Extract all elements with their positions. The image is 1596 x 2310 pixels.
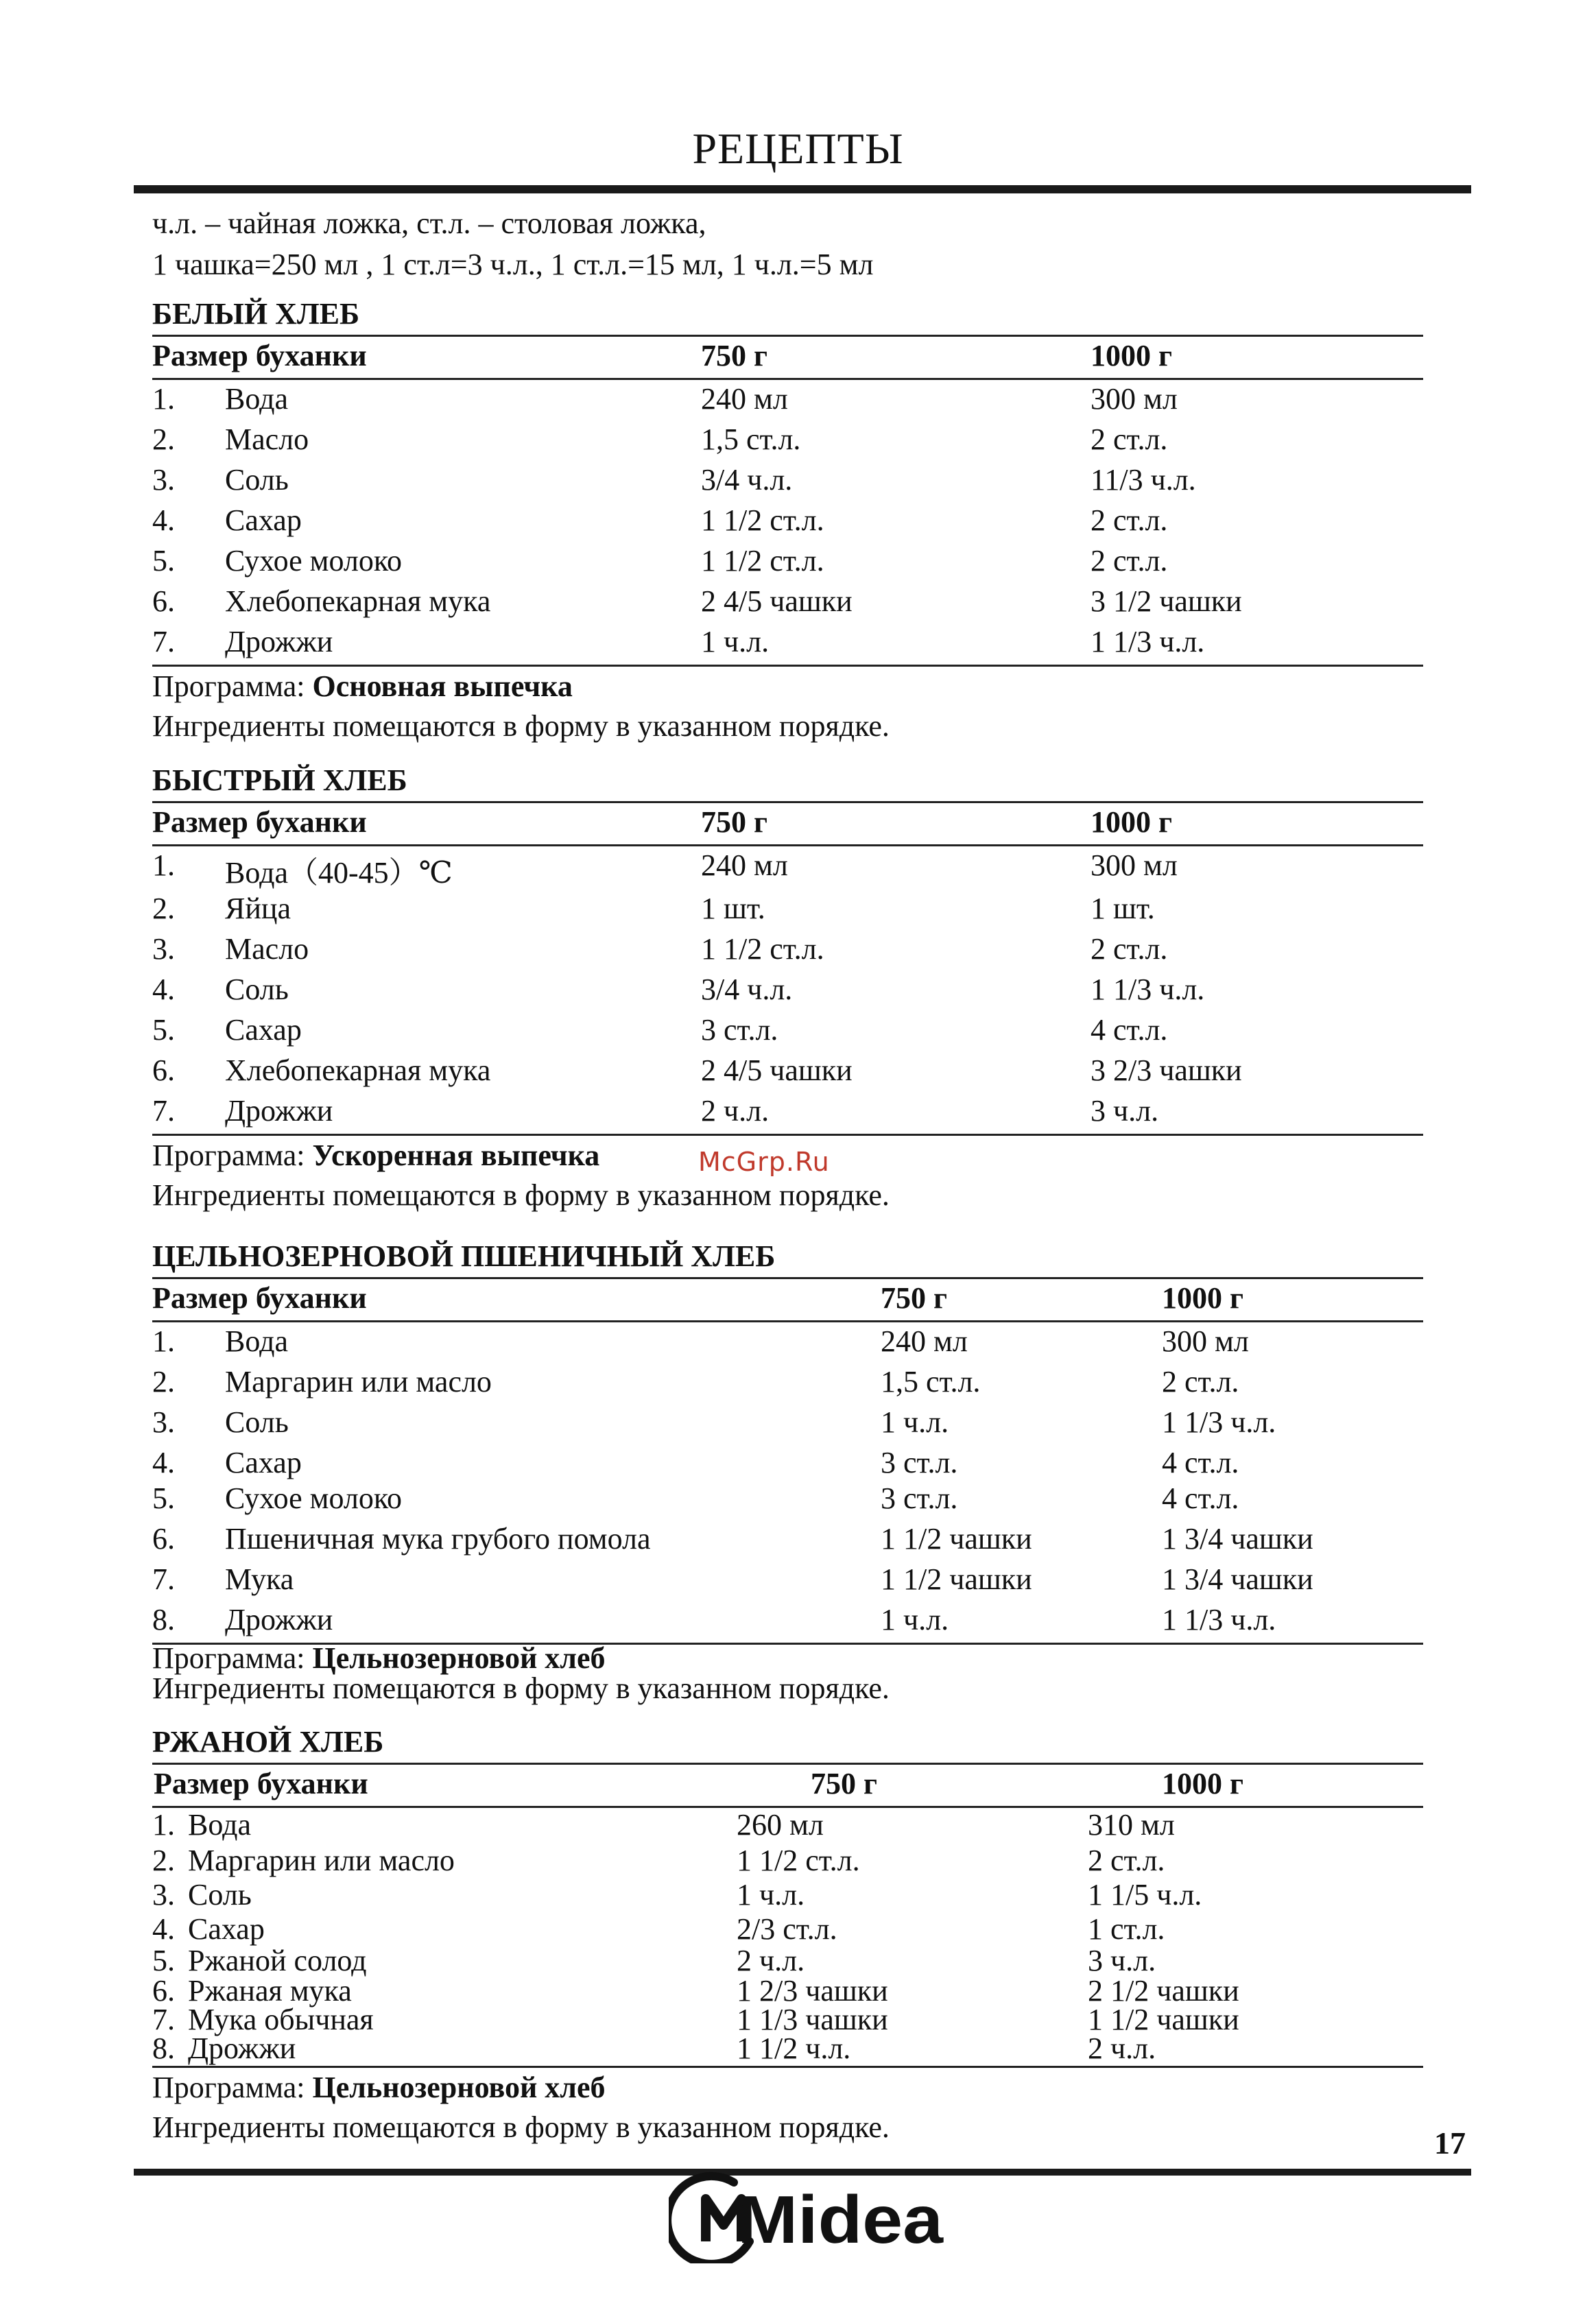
amount-1000: 1 3/4 чашки	[1162, 1562, 1313, 1596]
amount-750: 1 ч.л.	[737, 1878, 805, 1912]
table-row	[152, 1879, 1423, 1914]
amount-750: 3/4 ч.л.	[701, 463, 793, 497]
row-number: 7.	[152, 1562, 175, 1596]
row-number: 4.	[152, 973, 175, 1006]
row-number: 3.	[152, 463, 175, 497]
row-number: 4.	[152, 1446, 175, 1479]
table-row	[152, 1405, 1423, 1445]
amount-1000: 11/3 ч.л.	[1091, 463, 1196, 497]
ingredient-name: Соль	[225, 973, 289, 1006]
row-number: 3.	[152, 932, 175, 966]
row-number: 6.	[152, 584, 175, 618]
row-number: 6.	[152, 1053, 175, 1087]
row-number: 6.	[152, 1522, 175, 1556]
amount-750: 1,5 ст.л.	[701, 422, 801, 456]
section-white-bread	[152, 294, 1423, 746]
row-number: 5.	[152, 1944, 175, 1977]
table-row	[152, 422, 1423, 462]
amount-1000: 2 ст.л.	[1088, 1844, 1165, 1877]
amount-750: 1 1/2 ст.л.	[701, 503, 824, 537]
amount-1000: 1 1/3 ч.л.	[1162, 1405, 1276, 1439]
ingredient-name: Пшеничная мука грубого помола	[225, 1522, 651, 1556]
row-number: 1.	[152, 382, 175, 416]
table-row	[152, 891, 1423, 931]
amount-1000: 300 мл	[1091, 848, 1178, 882]
amount-1000: 2 ст.л.	[1091, 932, 1168, 966]
amount-1000: 1 1/3 ч.л.	[1162, 1603, 1276, 1636]
row-number: 5.	[152, 1013, 175, 1047]
header-size: Размер буханки	[152, 1281, 367, 1315]
amount-1000: 1 3/4 чашки	[1162, 1522, 1313, 1556]
order-note: Ингредиенты помещаются в форму в указанном порядке.	[152, 1671, 890, 1705]
amount-1000: 1 ст.л.	[1088, 1912, 1165, 1946]
ingredient-name: Сахар	[225, 1446, 302, 1479]
table-row	[152, 1809, 1423, 1845]
ingredient-name: Ржаная мука	[188, 1974, 352, 2008]
units-line-1: ч.л. – чайная ложка, ст.л. – столовая ложка,	[152, 206, 706, 240]
amount-750: 1 2/3 чашки	[737, 1974, 888, 2008]
header-1000: 1000 г	[1091, 805, 1172, 839]
table-row	[152, 503, 1423, 543]
header-1000: 1000 г	[1162, 1281, 1243, 1315]
ingredient-list	[152, 846, 1423, 1136]
header-1000: 1000 г	[1162, 1767, 1243, 1800]
table-header	[152, 1763, 1423, 1808]
ingredient-name: Маргарин или масло	[188, 1844, 455, 1877]
amount-1000: 2 ст.л.	[1091, 503, 1168, 537]
program-line	[152, 2068, 1423, 2108]
table-row	[152, 1093, 1423, 1134]
table-row	[152, 1445, 1423, 1481]
amount-1000: 3 1/2 чашки	[1091, 584, 1242, 618]
amount-750: 260 мл	[737, 1808, 824, 1842]
amount-750: 3 ст.л.	[701, 1013, 778, 1047]
row-number: 5.	[152, 1481, 175, 1515]
order-note: Ингредиенты помещаются в форму в указанном порядке.	[152, 709, 890, 743]
watermark: McGrp.Ru	[698, 1147, 830, 1177]
top-rule	[134, 185, 1471, 193]
table-row	[152, 1012, 1423, 1053]
amount-750: 1 1/2 ст.л.	[701, 932, 824, 966]
amount-1000: 3 2/3 чашки	[1091, 1053, 1242, 1087]
amount-1000: 310 мл	[1088, 1808, 1175, 1842]
table-row	[152, 1945, 1423, 1975]
ingredient-name: Сахар	[188, 1912, 265, 1946]
section-title: БЫСТРЫЙ ХЛЕБ	[152, 763, 407, 797]
ingredient-name: Сахар	[225, 503, 302, 537]
amount-1000: 3 ч.л.	[1088, 1944, 1156, 1977]
header-size: Размер буханки	[152, 805, 367, 839]
ingredient-name: Мука обычная	[188, 2003, 374, 2036]
units-line-2: 1 чашка=250 мл , 1 ст.л=3 ч.л., 1 ст.л.=15 мл, 1 ч.л.=5 мл	[152, 248, 874, 281]
ingredient-name: Сухое молоко	[225, 544, 403, 578]
table-row	[152, 462, 1423, 503]
row-number: 1.	[152, 1808, 175, 1842]
amount-1000: 1 1/5 ч.л.	[1088, 1878, 1202, 1912]
amount-1000: 3 ч.л.	[1091, 1094, 1159, 1128]
ingredient-name: Дрожжи	[188, 2032, 296, 2065]
table-row	[152, 1602, 1423, 1643]
row-number: 1.	[152, 1324, 175, 1358]
amount-750: 1 1/3 чашки	[737, 2003, 888, 2036]
program-label: Программа:	[152, 1139, 313, 1172]
amount-750: 240 мл	[881, 1324, 968, 1358]
table-row	[152, 584, 1423, 624]
ingredient-name: Масло	[225, 932, 309, 966]
row-number: 3.	[152, 1878, 175, 1912]
ingredient-name: Соль	[188, 1878, 252, 1912]
ingredient-name: Ржаной солод	[188, 1944, 367, 1977]
order-note: Ингредиенты помещаются в форму в указанном порядке.	[152, 2110, 890, 2144]
program-line	[152, 667, 1423, 706]
amount-750: 2 ч.л.	[737, 1944, 805, 1977]
row-number: 2.	[152, 1844, 175, 1877]
table-header	[152, 1277, 1423, 1322]
header-750: 750 г	[811, 1767, 877, 1800]
ingredient-name: Сухое молоко	[225, 1481, 403, 1515]
row-number: 3.	[152, 1405, 175, 1439]
row-number: 7.	[152, 2003, 175, 2036]
amount-750: 3 ст.л.	[881, 1481, 958, 1515]
row-number: 7.	[152, 1094, 175, 1128]
section-title: ЦЕЛЬНОЗЕРНОВОЙ ПШЕНИЧНЫЙ ХЛЕБ	[152, 1239, 776, 1273]
table-row	[152, 2003, 1423, 2036]
amount-750: 1 ч.л.	[881, 1603, 949, 1636]
amount-1000: 2 ст.л.	[1091, 422, 1168, 456]
program-line	[152, 1641, 1423, 1675]
amount-750: 2 ч.л.	[701, 1094, 770, 1128]
amount-750: 2 4/5 чашки	[701, 584, 853, 618]
units-legend	[152, 203, 873, 285]
table-row	[152, 1364, 1423, 1405]
header-size: Размер буханки	[152, 339, 367, 372]
table-row	[152, 972, 1423, 1012]
section-rye-bread	[152, 1722, 1423, 2147]
header-750: 750 г	[701, 805, 767, 839]
ingredient-name: Мука	[225, 1562, 294, 1596]
row-number: 5.	[152, 544, 175, 578]
amount-1000: 2 ст.л.	[1162, 1365, 1239, 1398]
amount-750: 1 1/2 чашки	[881, 1522, 1032, 1556]
program-label: Программа:	[152, 1641, 313, 1675]
amount-750: 1 1/2 ст.л.	[701, 544, 824, 578]
ingredient-name: Соль	[225, 1405, 289, 1439]
table-header	[152, 335, 1423, 380]
ingredient-list	[152, 1808, 1423, 2068]
ingredient-name: Дрожжи	[225, 1603, 333, 1636]
amount-1000: 2 1/2 чашки	[1088, 1974, 1239, 2008]
row-number: 4.	[152, 503, 175, 537]
row-number: 1.	[152, 848, 175, 882]
table-row	[152, 543, 1423, 584]
ingredient-name: Маргарин или масло	[225, 1365, 492, 1398]
table-row	[152, 381, 1423, 422]
amount-1000: 1 1/3 ч.л.	[1091, 973, 1205, 1006]
table-row	[152, 624, 1423, 665]
table-row	[152, 848, 1423, 891]
ingredient-name: Масло	[225, 422, 309, 456]
ingredient-name: Вода（40-45）℃	[225, 856, 453, 890]
amount-1000: 300 мл	[1091, 382, 1178, 416]
page-title: РЕЦЕПТЫ	[692, 124, 904, 173]
amount-1000: 300 мл	[1162, 1324, 1249, 1358]
table-row	[152, 2033, 1423, 2066]
ingredient-name: Хлебопекарная мука	[225, 1053, 491, 1087]
program-name: Цельнозерновой хлеб	[312, 2071, 606, 2104]
amount-750: 1 1/2 ст.л.	[737, 1844, 860, 1877]
header-1000: 1000 г	[1091, 339, 1172, 372]
section-title: РЖАНОЙ ХЛЕБ	[152, 1725, 384, 1759]
row-number: 4.	[152, 1912, 175, 1946]
logo-wordmark: Midea	[737, 2182, 944, 2257]
table-row	[152, 931, 1423, 972]
amount-750: 1 шт.	[701, 892, 765, 925]
midea-logo-icon	[669, 2154, 957, 2263]
program-name: Ускоренная выпечка	[312, 1139, 600, 1172]
amount-750: 1 1/2 чашки	[881, 1562, 1032, 1596]
ingredient-name: Хлебопекарная мука	[225, 584, 491, 618]
ingredient-name: Вода	[188, 1808, 251, 1842]
table-row	[152, 1914, 1423, 1945]
ingredient-name: Дрожжи	[225, 1094, 333, 1128]
amount-1000: 2 ст.л.	[1091, 544, 1168, 578]
amount-750: 240 мл	[701, 382, 788, 416]
table-row	[152, 1974, 1423, 2008]
amount-1000: 4 ст.л.	[1091, 1013, 1168, 1047]
table-row	[152, 1053, 1423, 1093]
amount-750: 2/3 ст.л.	[737, 1912, 837, 1946]
amount-750: 240 мл	[701, 848, 788, 882]
ingredient-name: Вода	[225, 1324, 288, 1358]
header-size: Размер буханки	[154, 1767, 368, 1800]
row-number: 2.	[152, 1365, 175, 1398]
section-title: БЕЛЫЙ ХЛЕБ	[152, 297, 360, 331]
amount-750: 1 ч.л.	[881, 1405, 949, 1439]
table-row	[152, 1481, 1423, 1521]
amount-1000: 1 1/3 ч.л.	[1091, 625, 1205, 658]
table-row	[152, 1845, 1423, 1879]
row-number: 2.	[152, 422, 175, 456]
section-whole-grain-bread	[152, 1236, 1423, 1705]
program-label: Программа:	[152, 2071, 313, 2104]
amount-750: 1,5 ст.л.	[881, 1365, 981, 1398]
row-number: 8.	[152, 1603, 175, 1636]
amount-1000: 1 1/2 чашки	[1088, 2003, 1239, 2036]
amount-1000: 4 ст.л.	[1162, 1481, 1239, 1515]
row-number: 8.	[152, 2032, 175, 2065]
ingredient-name: Дрожжи	[225, 625, 333, 658]
amount-750: 3 ст.л.	[881, 1446, 958, 1479]
amount-750: 1 1/2 ч.л.	[737, 2032, 851, 2065]
table-row	[152, 1521, 1423, 1562]
header-750: 750 г	[701, 339, 767, 372]
program-name: Цельнозерновой хлеб	[312, 1641, 606, 1675]
program-label: Программа:	[152, 669, 313, 703]
amount-750: 1 ч.л.	[701, 625, 770, 658]
ingredient-name: Сахар	[225, 1013, 302, 1047]
order-note: Ингредиенты помещаются в форму в указанном порядке.	[152, 1178, 890, 1212]
ingredient-name: Яйца	[225, 892, 291, 925]
amount-1000: 2 ч.л.	[1088, 2032, 1156, 2065]
ingredient-list	[152, 380, 1423, 667]
ingredient-name: Соль	[225, 463, 289, 497]
table-header	[152, 801, 1423, 846]
program-name: Основная выпечка	[312, 669, 573, 703]
ingredient-name: Вода	[225, 382, 288, 416]
amount-1000: 1 шт.	[1091, 892, 1155, 925]
table-row	[152, 1324, 1423, 1364]
row-number: 7.	[152, 625, 175, 658]
amount-750: 2 4/5 чашки	[701, 1053, 853, 1087]
row-number: 6.	[152, 1974, 175, 2008]
table-row	[152, 1562, 1423, 1602]
row-number: 2.	[152, 892, 175, 925]
amount-1000: 4 ст.л.	[1162, 1446, 1239, 1479]
ingredient-list	[152, 1322, 1423, 1645]
page-number: 17	[1434, 2126, 1466, 2160]
header-750: 750 г	[881, 1281, 947, 1315]
amount-750: 3/4 ч.л.	[701, 973, 793, 1006]
